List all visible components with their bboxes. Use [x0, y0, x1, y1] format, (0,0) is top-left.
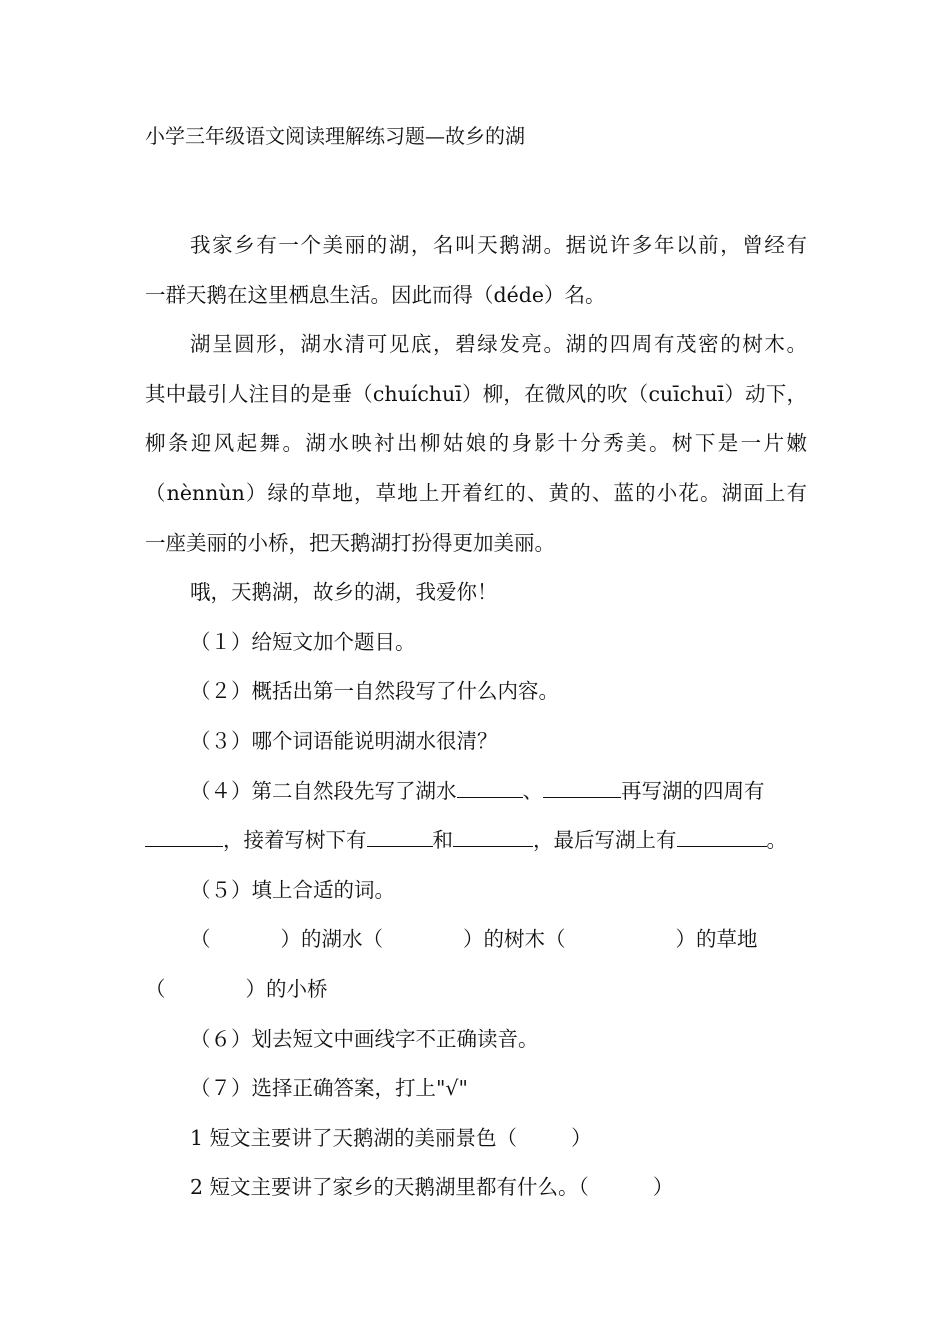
q4-text-1: （４）第二自然段先写了湖水: [190, 778, 457, 803]
passage-p2-line4: （nènnùn）绿的草地，草地上开着红的、黄的、蓝的小花。湖面上有: [145, 480, 807, 505]
question-5-line2: [145, 965, 807, 1015]
q4-text-3: 再写湖的四周有: [621, 778, 765, 803]
question-2: （２）概括出第一自然段写了什么内容。: [190, 679, 559, 704]
q4-text-4: ，接着写树下有: [223, 828, 367, 853]
document-body: [145, 221, 807, 1213]
passage-p2-line3: 柳条迎风起舞。湖水映衬出柳姑娘的身影十分秀美。树下是一片嫩: [145, 431, 807, 456]
q4-text-6: ，最后写湖上有: [533, 828, 677, 853]
question-5: （５）填上合适的词。: [190, 877, 395, 902]
q7-option-1-text: 1 短文主要讲了天鹅湖的美丽景色（: [190, 1125, 518, 1150]
question-4-line1: [145, 767, 807, 817]
q4-text-7: 。: [766, 828, 787, 853]
q5-item-4: ）的小桥: [245, 976, 328, 1001]
question-7: （７）选择正确答案，打上"√": [190, 1076, 468, 1101]
q4-blank-6[interactable]: [677, 826, 767, 848]
q5-item-3: ）的草地: [675, 927, 758, 952]
question-7-option-2: [145, 1163, 807, 1213]
q4-blank-4[interactable]: [367, 826, 433, 848]
passage-p1-line1: 我家乡有一个美丽的湖，名叫天鹅湖。据说许多年以前，曾经有: [190, 233, 807, 257]
question-5-line1: [145, 915, 807, 965]
passage-p2-line2: 其中最引人注目的是垂（chuíchuī）柳，在微风的吹（cuīchuī）动下，: [145, 381, 807, 406]
q7-option-1-close: ）: [571, 1125, 592, 1150]
q5-open-paren: （: [190, 927, 211, 952]
q7-option-2-close: ）: [652, 1175, 674, 1200]
q7-option-2-text: 2 短文主要讲了家乡的天鹅湖里都有什么。（: [190, 1175, 589, 1200]
question-1: （１）给短文加个题目。: [190, 629, 416, 654]
q4-text-2: 、: [522, 778, 543, 803]
q4-text-5: 和: [432, 828, 453, 853]
passage-p2-line1: 湖呈圆形，湖水清可见底，碧绿发亮。湖的四周有茂密的树木。: [190, 332, 807, 357]
question-3: （３）哪个词语能说明湖水很清？: [190, 728, 498, 753]
passage-p1-line2: 一群天鹅在这里栖息生活。因此而得（déde）名。: [145, 282, 606, 307]
passage-p3: 哦，天鹅湖，故乡的湖，我爱你！: [190, 580, 498, 605]
q4-blank-5[interactable]: [453, 826, 533, 848]
page-title: 小学三年级语文阅读理解练习题—故乡的湖: [145, 124, 525, 148]
question-7-option-1: [145, 1114, 807, 1164]
q4-blank-1[interactable]: [457, 776, 523, 798]
q5-open-paren-2: （: [145, 976, 166, 1001]
q4-blank-2[interactable]: [543, 776, 621, 798]
q5-item-1: ）的湖水（: [280, 927, 383, 952]
passage-p2-line5: 一座美丽的小桥，把天鹅湖打扮得更加美丽。: [145, 530, 555, 555]
q5-item-2: ）的树木（: [463, 927, 566, 952]
question-4-line2: [145, 816, 807, 866]
q4-blank-3[interactable]: [145, 826, 223, 848]
question-6: （６）划去短文中画线字不正确读音。: [190, 1026, 539, 1051]
